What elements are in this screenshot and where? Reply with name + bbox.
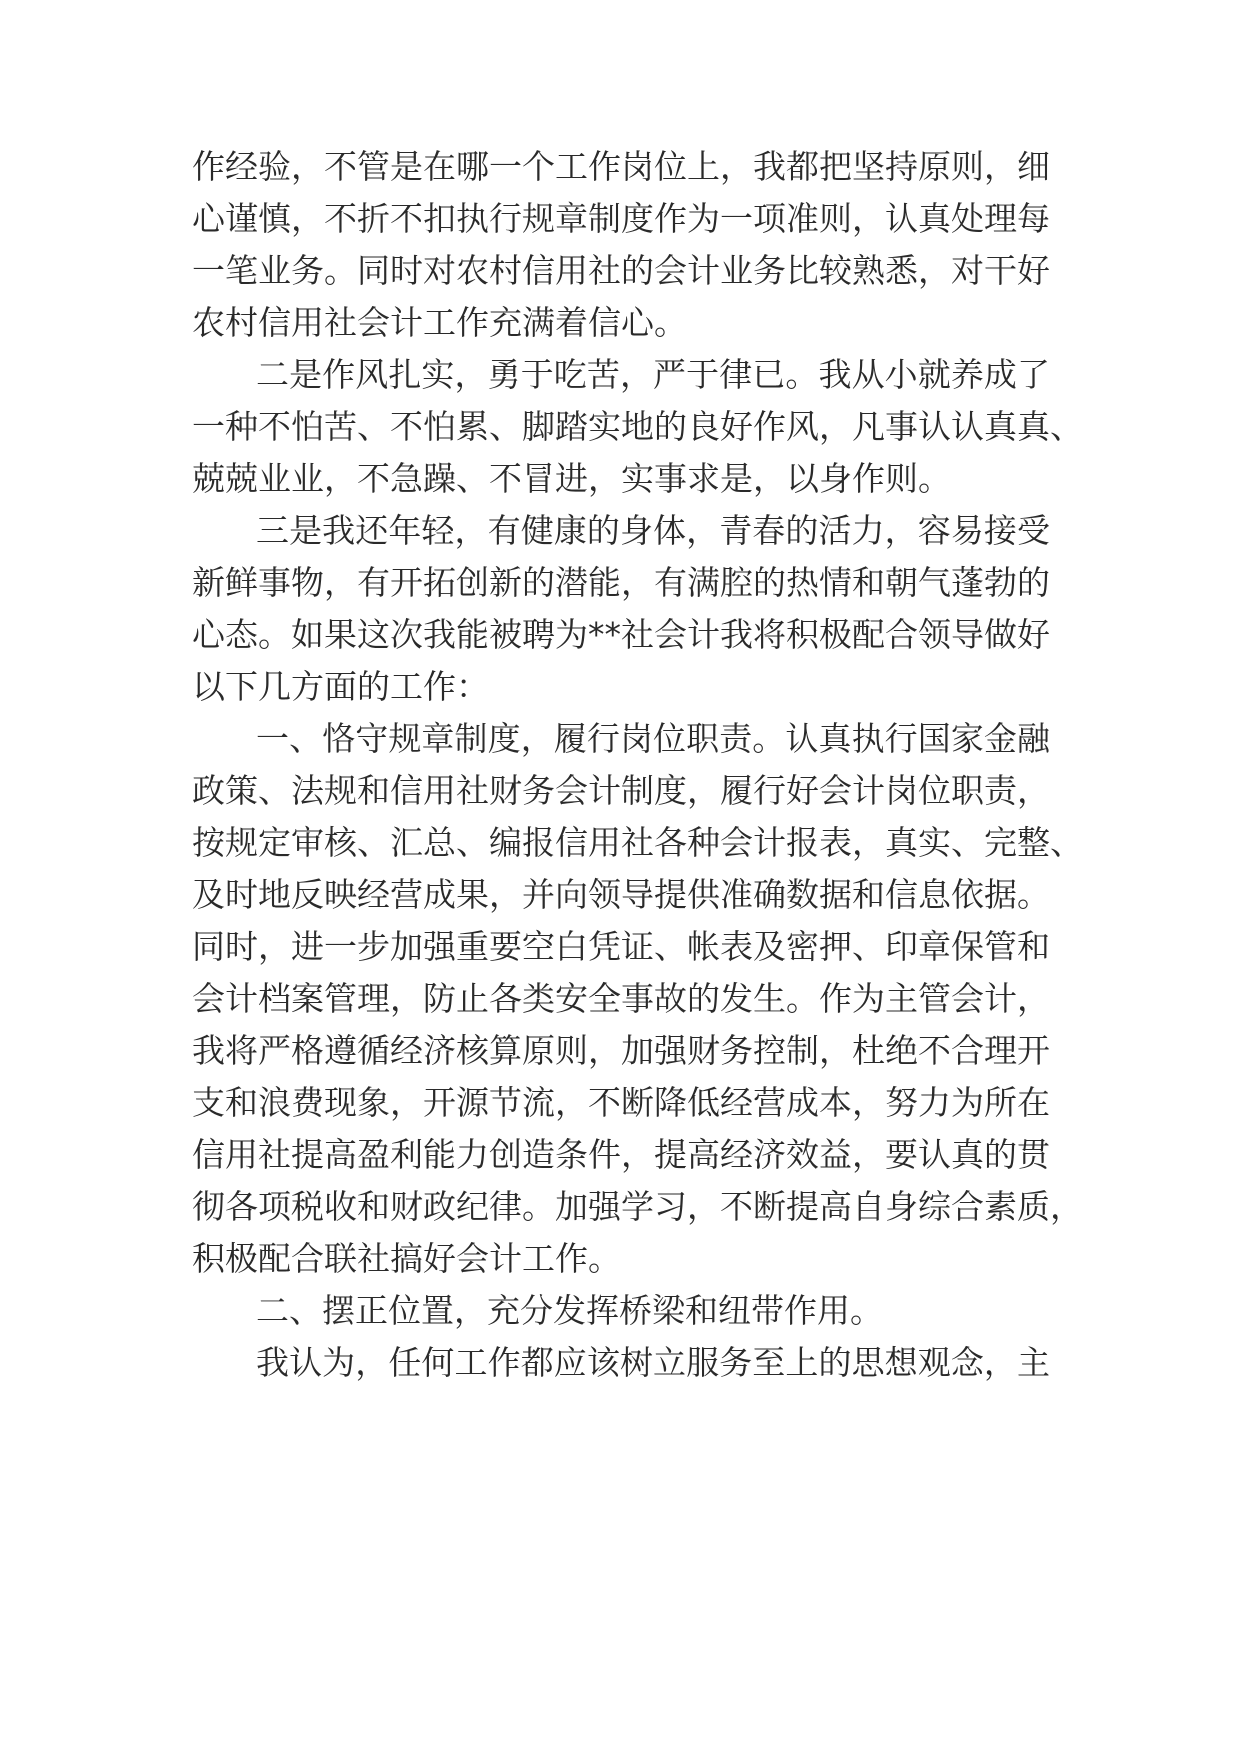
text-line: 二、摆正位置，充分发挥桥梁和纽带作用。 [256, 1291, 883, 1330]
text-line: 新鲜事物，有开拓创新的潜能，有满腔的热情和朝气蓬勃的 [192, 563, 1050, 602]
text-line: 兢兢业业，不急躁、不冒进，实事求是，以身作则。 [192, 459, 951, 498]
text-line: 及时地反映经营成果，并向领导提供准确数据和信息依据。 [192, 875, 1050, 914]
text-line: 心谨慎，不折不扣执行规章制度作为一项准则，认真处理每 [192, 199, 1050, 238]
text-line: 以下几方面的工作： [192, 667, 489, 706]
text-line: 会计档案管理，防止各类安全事故的发生。作为主管会计， [192, 979, 1050, 1018]
text-line: 彻各项税收和财政纪律。加强学习，不断提高自身综合素质， [192, 1187, 1083, 1226]
text-line: 积极配合联社搞好会计工作。 [192, 1239, 621, 1278]
text-line: 我认为，任何工作都应该树立服务至上的思想观念，主 [256, 1343, 1050, 1382]
text-line: 三是我还年轻，有健康的身体，青春的活力，容易接受 [256, 511, 1050, 550]
text-line: 农村信用社会计工作充满着信心。 [192, 303, 687, 342]
text-line: 我将严格遵循经济核算原则，加强财务控制，杜绝不合理开 [192, 1031, 1050, 1070]
text-line: 信用社提高盈利能力创造条件，提高经济效益，要认真的贯 [192, 1135, 1050, 1174]
text-line: 作经验，不管是在哪一个工作岗位上，我都把坚持原则，细 [192, 147, 1050, 186]
text-line: 一笔业务。同时对农村信用社的会计业务比较熟悉，对干好 [192, 251, 1050, 290]
text-line: 同时，进一步加强重要空白凭证、帐表及密押、印章保管和 [192, 927, 1050, 966]
text-line: 按规定审核、汇总、编报信用社各种会计报表，真实、完整、 [192, 823, 1083, 862]
text-line: 二是作风扎实，勇于吃苦，严于律已。我从小就养成了 [256, 355, 1050, 394]
text-line: 支和浪费现象，开源节流，不断降低经营成本，努力为所在 [192, 1083, 1050, 1122]
text-line: 一种不怕苦、不怕累、脚踏实地的良好作风，凡事认认真真、 [192, 407, 1083, 446]
text-line: 一、恪守规章制度，履行岗位职责。认真执行国家金融 [256, 719, 1050, 758]
text-line: 心态。如果这次我能被聘为**社会计我将积极配合领导做好 [192, 615, 1050, 654]
text-line: 政策、法规和信用社财务会计制度，履行好会计岗位职责， [192, 771, 1050, 810]
